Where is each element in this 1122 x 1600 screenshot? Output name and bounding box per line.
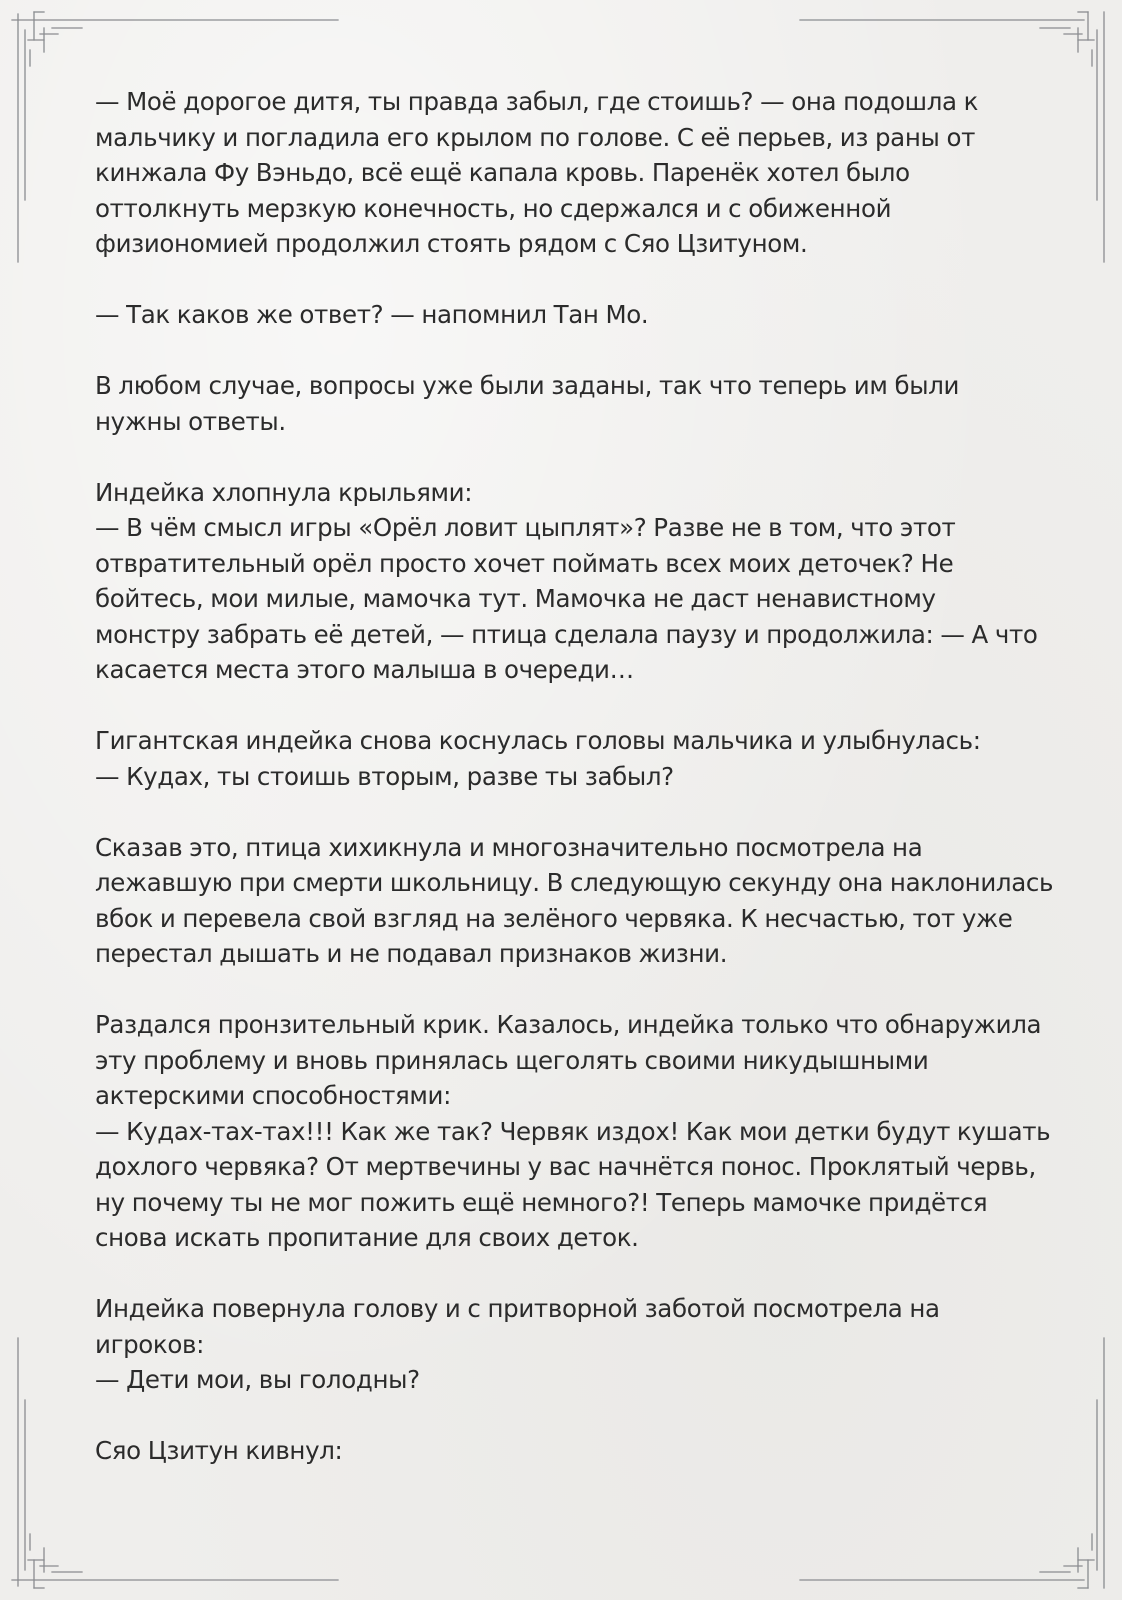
paragraph: — Моё дорогое дитя, ты правда забыл, где стоишь? — она подошла к мальчику и погладила его крылом по голове. С её перьев, из раны от кинжала Фу Вэньдо, всё ещё капала кровь. Паренёк хотел было оттолкнуть мерзкую конечность, но сдержался и с обиженной физиономией продолжил стоять рядом с Сяо Цзитуном.: [95, 87, 979, 258]
document-text: [95, 84, 1055, 1504]
paragraph: — Так каков же ответ? — напомнил Тан Мо.: [95, 300, 649, 329]
paragraph: Сказав это, птица хихикнула и многозначительно посмотрела на лежавшую при смерти школьницу. В следующую секунду она наклонилась вбок и перевела свой взгляд на зелёного червяка. К несчастью, тот уже перестал дышать и не подавал признаков жизни.: [95, 832, 1054, 968]
paragraph: Индейка повернула голову и с притворной заботой посмотрела на игроков: — Дети мои, вы голодны?: [95, 1294, 940, 1394]
paragraph: Индейка хлопнула крыльями: — В чём смысл игры «Орёл ловит цыплят»? Разве не в том, что этот отвратительный орёл просто хочет поймать всех моих деточек? Не бойтесь, мои милые, мамочка тут. Мамочка не даст ненавистному монстру забрать её детей, — птица сделала паузу и продолжила: — А что касается места этого малыша в очереди…: [95, 477, 1038, 684]
paragraph: В любом случае, вопросы уже были заданы, так что теперь им были нужны ответы.: [95, 371, 960, 436]
paragraph: Гигантская индейка снова коснулась головы мальчика и улыбнулась: — Кудах, ты стоишь вторым, разве ты забыл?: [95, 726, 981, 791]
paragraph: Раздался пронзительный крик. Казалось, индейка только что обнаружила эту проблему и вновь принялась щеголять своими никудышными актерскими способностями: — Кудах-тах-тах!!! Как же так? Червяк издох! Как мои детки будут кушать дохлого червяка? От мертвечины у вас начнётся понос. Проклятый червь, ну почему ты не мог пожить ещё немного?! Теперь мамочке придётся снова искать пропитание для своих деток.: [95, 1010, 1051, 1252]
paragraph: Сяо Цзитун кивнул:: [95, 1436, 343, 1465]
